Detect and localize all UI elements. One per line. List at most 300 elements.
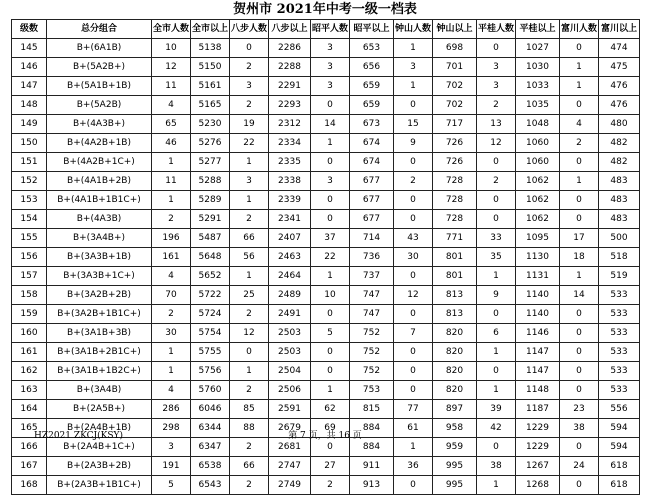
table-cell: 0 bbox=[311, 362, 350, 381]
table-cell: 4 bbox=[152, 381, 191, 400]
table-cell: 475 bbox=[599, 58, 640, 77]
table-cell: 158 bbox=[12, 286, 47, 305]
table-cell: 1 bbox=[394, 39, 433, 58]
table-cell: 27 bbox=[311, 457, 350, 476]
table-cell: 167 bbox=[12, 457, 47, 476]
table-cell: B+(3A2B+2B) bbox=[47, 286, 152, 305]
table-cell: 2749 bbox=[269, 476, 311, 495]
table-cell: 474 bbox=[599, 39, 640, 58]
table-cell: 0 bbox=[311, 343, 350, 362]
table-cell: B+(4A1B+1B1C+) bbox=[47, 191, 152, 210]
table-cell: 5138 bbox=[191, 39, 230, 58]
table-cell: 66 bbox=[230, 229, 269, 248]
table-row bbox=[12, 305, 640, 324]
table-cell: 674 bbox=[350, 134, 394, 153]
table-cell: B+(2A3B+2B) bbox=[47, 457, 152, 476]
table-cell: 1 bbox=[230, 153, 269, 172]
table-row bbox=[12, 172, 640, 191]
table-cell: 1 bbox=[560, 77, 599, 96]
table-cell: 1268 bbox=[516, 476, 560, 495]
table-cell: 36 bbox=[394, 457, 433, 476]
column-header: 八步人数 bbox=[230, 20, 269, 39]
table-cell: 77 bbox=[394, 400, 433, 419]
table-cell: 702 bbox=[433, 96, 477, 115]
table-cell: 152 bbox=[12, 172, 47, 191]
table-cell: 6538 bbox=[191, 457, 230, 476]
table-cell: 4 bbox=[560, 115, 599, 134]
table-cell: 5289 bbox=[191, 191, 230, 210]
table-cell: 5652 bbox=[191, 267, 230, 286]
table-cell: 43 bbox=[394, 229, 433, 248]
table-cell: 0 bbox=[560, 39, 599, 58]
table-cell: 2 bbox=[230, 381, 269, 400]
table-cell: 2463 bbox=[269, 248, 311, 267]
table-cell: 2 bbox=[560, 134, 599, 153]
table-cell: 482 bbox=[599, 134, 640, 153]
table-cell: 728 bbox=[433, 172, 477, 191]
table-cell: 556 bbox=[599, 400, 640, 419]
table-cell: 736 bbox=[350, 248, 394, 267]
table-cell: 820 bbox=[433, 362, 477, 381]
table-cell: 1229 bbox=[516, 438, 560, 457]
column-header: 平桂人数 bbox=[477, 20, 516, 39]
table-cell: 157 bbox=[12, 267, 47, 286]
table-cell: 66 bbox=[230, 457, 269, 476]
table-cell: 3 bbox=[311, 39, 350, 58]
table-cell: 1 bbox=[311, 267, 350, 286]
table-row bbox=[12, 476, 640, 495]
table-cell: 737 bbox=[350, 267, 394, 286]
table-cell: 533 bbox=[599, 324, 640, 343]
table-cell: 151 bbox=[12, 153, 47, 172]
table-row bbox=[12, 457, 640, 476]
table-cell: 911 bbox=[350, 457, 394, 476]
table-cell: 196 bbox=[152, 229, 191, 248]
table-cell: 30 bbox=[394, 248, 433, 267]
table-row bbox=[12, 400, 640, 419]
table-cell: 168 bbox=[12, 476, 47, 495]
table-cell: 2339 bbox=[269, 191, 311, 210]
table-cell: 30 bbox=[152, 324, 191, 343]
table-cell: B+(4A1B+2B) bbox=[47, 172, 152, 191]
table-cell: 1027 bbox=[516, 39, 560, 58]
table-cell: B+(4A3B) bbox=[47, 210, 152, 229]
table-cell: 897 bbox=[433, 400, 477, 419]
column-header: 钟山以上 bbox=[433, 20, 477, 39]
table-cell: 62 bbox=[311, 400, 350, 419]
table-cell: 160 bbox=[12, 324, 47, 343]
table-row bbox=[12, 134, 640, 153]
table-cell: 5276 bbox=[191, 134, 230, 153]
table-cell: 146 bbox=[12, 58, 47, 77]
table-cell: 2679 bbox=[269, 419, 311, 438]
table-cell: 884 bbox=[350, 419, 394, 438]
table-cell: 3 bbox=[311, 58, 350, 77]
table-cell: 1035 bbox=[516, 96, 560, 115]
table-cell: 2 bbox=[230, 305, 269, 324]
table-cell: 2 bbox=[152, 210, 191, 229]
table-cell: 702 bbox=[433, 77, 477, 96]
table-cell: 5648 bbox=[191, 248, 230, 267]
table-cell: 2 bbox=[394, 172, 433, 191]
table-cell: 1062 bbox=[516, 172, 560, 191]
table-cell: 5165 bbox=[191, 96, 230, 115]
table-cell: 747 bbox=[350, 286, 394, 305]
table-cell: 1148 bbox=[516, 381, 560, 400]
document-code: HZ2021 ZKCJ(KSY) bbox=[34, 431, 123, 441]
table-cell: 19 bbox=[230, 115, 269, 134]
table-cell: 0 bbox=[560, 305, 599, 324]
table-cell: 0 bbox=[230, 343, 269, 362]
table-cell: 162 bbox=[12, 362, 47, 381]
table-cell: 18 bbox=[560, 248, 599, 267]
table-cell: 2312 bbox=[269, 115, 311, 134]
table-cell: 2 bbox=[230, 96, 269, 115]
table-cell: 0 bbox=[311, 438, 350, 457]
table-cell: 22 bbox=[311, 248, 350, 267]
table-cell: 5288 bbox=[191, 172, 230, 191]
table-cell: 0 bbox=[394, 381, 433, 400]
table-cell: 0 bbox=[477, 438, 516, 457]
table-cell: 6347 bbox=[191, 438, 230, 457]
table-cell: 0 bbox=[477, 191, 516, 210]
table-cell: 1 bbox=[560, 267, 599, 286]
column-header: 昭平以上 bbox=[350, 20, 394, 39]
table-cell: 1095 bbox=[516, 229, 560, 248]
table-cell: 1267 bbox=[516, 457, 560, 476]
table-cell: 2489 bbox=[269, 286, 311, 305]
table-cell: B+(3A3B+1C+) bbox=[47, 267, 152, 286]
table-cell: 1 bbox=[230, 191, 269, 210]
score-table bbox=[11, 19, 640, 495]
table-cell: 0 bbox=[394, 476, 433, 495]
table-cell: 2 bbox=[477, 172, 516, 191]
table-header-row bbox=[12, 20, 640, 39]
table-cell: 2 bbox=[230, 438, 269, 457]
table-cell: 0 bbox=[311, 305, 350, 324]
column-header: 全市以上 bbox=[191, 20, 230, 39]
table-cell: 747 bbox=[350, 305, 394, 324]
table-cell: 4 bbox=[152, 96, 191, 115]
table-cell: 1062 bbox=[516, 191, 560, 210]
table-cell: 2491 bbox=[269, 305, 311, 324]
table-cell: 161 bbox=[152, 248, 191, 267]
table-cell: 533 bbox=[599, 343, 640, 362]
table-cell: 1130 bbox=[516, 248, 560, 267]
table-cell: 42 bbox=[477, 419, 516, 438]
table-cell: 674 bbox=[350, 153, 394, 172]
table-cell: B+(5A2B+) bbox=[47, 58, 152, 77]
table-cell: 11 bbox=[152, 77, 191, 96]
table-cell: 801 bbox=[433, 267, 477, 286]
table-row bbox=[12, 77, 640, 96]
page-title: 贺州市 2021年中考一级一档表 bbox=[233, 2, 417, 17]
table-cell: 1 bbox=[230, 362, 269, 381]
table-cell: 1033 bbox=[516, 77, 560, 96]
table-cell: 483 bbox=[599, 172, 640, 191]
table-cell: 1147 bbox=[516, 362, 560, 381]
table-cell: 1 bbox=[560, 58, 599, 77]
table-body bbox=[12, 39, 640, 495]
table-cell: 801 bbox=[433, 248, 477, 267]
table-cell: 618 bbox=[599, 457, 640, 476]
table-cell: 2464 bbox=[269, 267, 311, 286]
table-cell: 163 bbox=[12, 381, 47, 400]
table-cell: 0 bbox=[394, 153, 433, 172]
table-row bbox=[12, 286, 640, 305]
table-cell: 165 bbox=[12, 419, 47, 438]
table-cell: 56 bbox=[230, 248, 269, 267]
table-cell: 0 bbox=[477, 210, 516, 229]
table-cell: 0 bbox=[560, 343, 599, 362]
table-cell: 2504 bbox=[269, 362, 311, 381]
table-cell: 39 bbox=[477, 400, 516, 419]
table-cell: 5277 bbox=[191, 153, 230, 172]
table-cell: 813 bbox=[433, 305, 477, 324]
table-cell: 0 bbox=[560, 96, 599, 115]
table-cell: 728 bbox=[433, 210, 477, 229]
table-cell: 10 bbox=[311, 286, 350, 305]
table-cell: 533 bbox=[599, 362, 640, 381]
table-cell: 2503 bbox=[269, 324, 311, 343]
table-cell: B+(5A1B+1B) bbox=[47, 77, 152, 96]
table-cell: 0 bbox=[311, 96, 350, 115]
column-header: 富川人数 bbox=[560, 20, 599, 39]
table-cell: 0 bbox=[394, 267, 433, 286]
table-cell: 0 bbox=[477, 362, 516, 381]
table-cell: 1 bbox=[152, 153, 191, 172]
table-cell: 2747 bbox=[269, 457, 311, 476]
table-cell: 1048 bbox=[516, 115, 560, 134]
table-cell: 995 bbox=[433, 457, 477, 476]
table-row bbox=[12, 96, 640, 115]
table-cell: 11 bbox=[152, 172, 191, 191]
table-cell: 286 bbox=[152, 400, 191, 419]
column-header: 富川以上 bbox=[599, 20, 640, 39]
table-cell: 2681 bbox=[269, 438, 311, 457]
table-cell: 4 bbox=[152, 267, 191, 286]
table-cell: 164 bbox=[12, 400, 47, 419]
table-cell: 2 bbox=[152, 305, 191, 324]
table-cell: 298 bbox=[152, 419, 191, 438]
table-cell: 38 bbox=[560, 419, 599, 438]
table-cell: 5 bbox=[152, 476, 191, 495]
table-cell: 0 bbox=[394, 305, 433, 324]
table-cell: 0 bbox=[560, 381, 599, 400]
table-cell: 0 bbox=[560, 191, 599, 210]
table-cell: B+(3A1B+3B) bbox=[47, 324, 152, 343]
table-row bbox=[12, 248, 640, 267]
table-cell: 3 bbox=[477, 77, 516, 96]
table-cell: 5487 bbox=[191, 229, 230, 248]
table-cell: 150 bbox=[12, 134, 47, 153]
table-cell: 0 bbox=[560, 476, 599, 495]
table-cell: 1 bbox=[394, 77, 433, 96]
table-cell: 1187 bbox=[516, 400, 560, 419]
table-cell: B+(2A5B+) bbox=[47, 400, 152, 419]
table-cell: 12 bbox=[394, 286, 433, 305]
table-cell: 23 bbox=[560, 400, 599, 419]
table-cell: 752 bbox=[350, 343, 394, 362]
table-cell: 714 bbox=[350, 229, 394, 248]
table-cell: 594 bbox=[599, 419, 640, 438]
table-cell: 476 bbox=[599, 77, 640, 96]
table-cell: 0 bbox=[560, 362, 599, 381]
table-cell: 3 bbox=[152, 438, 191, 457]
table-cell: 0 bbox=[311, 210, 350, 229]
table-cell: 1229 bbox=[516, 419, 560, 438]
table-cell: 35 bbox=[477, 248, 516, 267]
table-cell: 10 bbox=[152, 39, 191, 58]
table-cell: 9 bbox=[477, 286, 516, 305]
table-cell: 1146 bbox=[516, 324, 560, 343]
table-cell: 6046 bbox=[191, 400, 230, 419]
table-cell: 2506 bbox=[269, 381, 311, 400]
table-cell: B+(3A1B+1B2C+) bbox=[47, 362, 152, 381]
table-cell: 0 bbox=[560, 153, 599, 172]
table-row bbox=[12, 153, 640, 172]
table-cell: 0 bbox=[560, 210, 599, 229]
table-cell: 771 bbox=[433, 229, 477, 248]
table-cell: B+(2A4B+1C+) bbox=[47, 438, 152, 457]
table-cell: 820 bbox=[433, 324, 477, 343]
table-cell: 5161 bbox=[191, 77, 230, 96]
table-cell: 13 bbox=[477, 115, 516, 134]
table-cell: 2591 bbox=[269, 400, 311, 419]
table-cell: 476 bbox=[599, 96, 640, 115]
table-cell: 0 bbox=[477, 39, 516, 58]
table-cell: 820 bbox=[433, 381, 477, 400]
table-cell: B+(2A4B+1B) bbox=[47, 419, 152, 438]
table-cell: 2 bbox=[311, 476, 350, 495]
table-cell: 0 bbox=[394, 343, 433, 362]
table-cell: 14 bbox=[311, 115, 350, 134]
table-cell: 2288 bbox=[269, 58, 311, 77]
table-cell: 1 bbox=[477, 476, 516, 495]
table-row bbox=[12, 324, 640, 343]
table-cell: B+(4A2B+1C+) bbox=[47, 153, 152, 172]
table-cell: 913 bbox=[350, 476, 394, 495]
table-cell: 3 bbox=[230, 77, 269, 96]
table-cell: 1140 bbox=[516, 305, 560, 324]
column-header: 昭平人数 bbox=[311, 20, 350, 39]
table-cell: 1060 bbox=[516, 153, 560, 172]
table-cell: 3 bbox=[477, 58, 516, 77]
table-cell: 12 bbox=[477, 134, 516, 153]
table-cell: 15 bbox=[394, 115, 433, 134]
table-cell: B+(3A4B+) bbox=[47, 229, 152, 248]
table-cell: 33 bbox=[477, 229, 516, 248]
table-cell: 2341 bbox=[269, 210, 311, 229]
table-row bbox=[12, 381, 640, 400]
column-header: 八步以上 bbox=[269, 20, 311, 39]
table-cell: 5756 bbox=[191, 362, 230, 381]
table-cell: 2 bbox=[230, 210, 269, 229]
table-cell: 820 bbox=[433, 343, 477, 362]
table-cell: B+(2A3B+1B1C+) bbox=[47, 476, 152, 495]
table-row bbox=[12, 115, 640, 134]
table-cell: 6344 bbox=[191, 419, 230, 438]
table-cell: 2 bbox=[477, 96, 516, 115]
table-cell: B+(3A3B+1B) bbox=[47, 248, 152, 267]
table-cell: B+(5A2B) bbox=[47, 96, 152, 115]
table-cell: 3 bbox=[311, 172, 350, 191]
table-cell: 161 bbox=[12, 343, 47, 362]
table-cell: 154 bbox=[12, 210, 47, 229]
table-cell: 519 bbox=[599, 267, 640, 286]
table-cell: 147 bbox=[12, 77, 47, 96]
table-cell: 5291 bbox=[191, 210, 230, 229]
table-cell: 752 bbox=[350, 362, 394, 381]
table-cell: B+(4A3B+) bbox=[47, 115, 152, 134]
table-cell: 533 bbox=[599, 381, 640, 400]
table-cell: 656 bbox=[350, 58, 394, 77]
table-cell: 959 bbox=[433, 438, 477, 457]
table-row bbox=[12, 210, 640, 229]
table-cell: 1 bbox=[152, 191, 191, 210]
table-cell: 2286 bbox=[269, 39, 311, 58]
table-cell: 813 bbox=[433, 286, 477, 305]
table-cell: 17 bbox=[560, 229, 599, 248]
table-cell: 2338 bbox=[269, 172, 311, 191]
table-cell: 483 bbox=[599, 210, 640, 229]
table-cell: 659 bbox=[350, 96, 394, 115]
table-cell: 1140 bbox=[516, 286, 560, 305]
table-cell: 0 bbox=[311, 153, 350, 172]
table-cell: 728 bbox=[433, 191, 477, 210]
table-cell: 677 bbox=[350, 210, 394, 229]
table-cell: 1 bbox=[152, 362, 191, 381]
table-cell: 38 bbox=[477, 457, 516, 476]
table-cell: 5230 bbox=[191, 115, 230, 134]
table-cell: 480 bbox=[599, 115, 640, 134]
table-cell: B+(6A1B) bbox=[47, 39, 152, 58]
table-cell: 533 bbox=[599, 305, 640, 324]
table-cell: 0 bbox=[477, 305, 516, 324]
table-cell: 5760 bbox=[191, 381, 230, 400]
table-cell: 1 bbox=[230, 267, 269, 286]
table-cell: 1062 bbox=[516, 210, 560, 229]
table-cell: 3 bbox=[230, 172, 269, 191]
table-cell: 752 bbox=[350, 324, 394, 343]
table-cell: 2291 bbox=[269, 77, 311, 96]
table-cell: 5724 bbox=[191, 305, 230, 324]
table-cell: 717 bbox=[433, 115, 477, 134]
table-cell: 1147 bbox=[516, 343, 560, 362]
table-cell: 148 bbox=[12, 96, 47, 115]
table-cell: 3 bbox=[311, 77, 350, 96]
table-cell: 5 bbox=[311, 324, 350, 343]
table-cell: 85 bbox=[230, 400, 269, 419]
table-row bbox=[12, 39, 640, 58]
table-cell: 5754 bbox=[191, 324, 230, 343]
table-cell: 65 bbox=[152, 115, 191, 134]
table-cell: 5755 bbox=[191, 343, 230, 362]
table-cell: 2503 bbox=[269, 343, 311, 362]
table-cell: 37 bbox=[311, 229, 350, 248]
column-header: 平桂以上 bbox=[516, 20, 560, 39]
table-cell: 1 bbox=[560, 172, 599, 191]
table-cell: 594 bbox=[599, 438, 640, 457]
table-cell: 1 bbox=[152, 343, 191, 362]
column-header: 级数 bbox=[12, 20, 47, 39]
table-cell: 22 bbox=[230, 134, 269, 153]
table-cell: 698 bbox=[433, 39, 477, 58]
table-cell: B+(4A2B+1B) bbox=[47, 134, 152, 153]
table-cell: 482 bbox=[599, 153, 640, 172]
table-cell: 0 bbox=[394, 96, 433, 115]
table-cell: B+(3A4B) bbox=[47, 381, 152, 400]
